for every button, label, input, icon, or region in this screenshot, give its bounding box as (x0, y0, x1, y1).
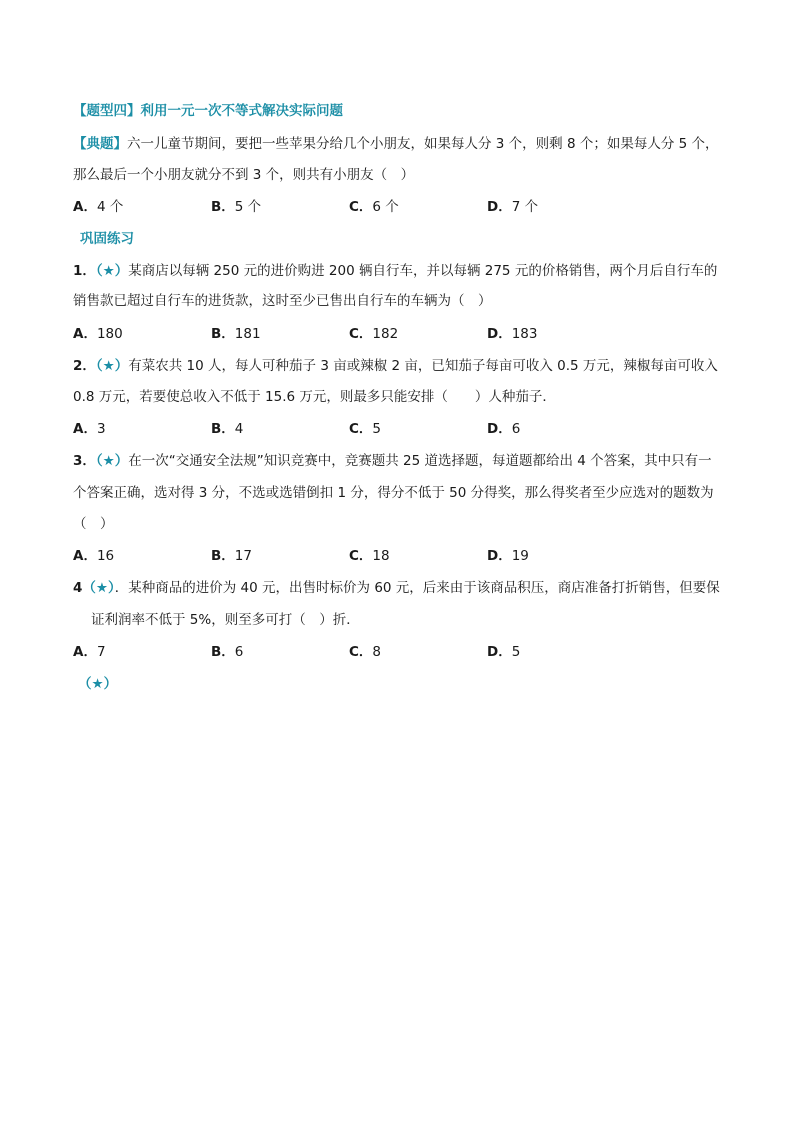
question-1-options (73, 325, 713, 343)
star-icon: （★） (95, 453, 129, 469)
question-2-option-a[interactable]: A．3 (73, 421, 106, 437)
star-icon: （★） (82, 580, 115, 596)
question-3-options (73, 547, 713, 565)
question-4-option-a[interactable]: A．7 (73, 644, 106, 660)
question-3-line-1: 3．（★）在一次“交通安全法规”知识竞赛中，竞赛题共 25 道选择题，每道题都给出 4 个答案，其中只有一 (73, 453, 712, 469)
example-option-a[interactable]: A．4 个 (73, 199, 124, 215)
question-2-option-d[interactable]: D．6 (487, 421, 521, 437)
question-3-option-d[interactable]: D．19 (487, 548, 529, 564)
question-3-option-c[interactable]: C．18 (349, 548, 390, 564)
question-2-option-c[interactable]: C．5 (349, 421, 382, 437)
example-options (73, 198, 713, 216)
question-2-line-2: 0.8 万元，若要使总收入不低于 15.6 万元，则最多只能安排（ ）人种茄子． (73, 389, 556, 405)
question-4-option-b[interactable]: B．6 (211, 644, 244, 660)
question-2-options (73, 420, 713, 438)
question-4-options (73, 643, 713, 661)
question-1-line-2: 销售款已超过自行车的进货款，这时至少已售出自行车的车辆为（ ） (73, 293, 492, 309)
example-option-d[interactable]: D．7 个 (487, 199, 539, 215)
example-option-b[interactable]: B．5 个 (211, 199, 262, 215)
trailing-star-marker: （★） (78, 676, 118, 692)
question-2-option-b[interactable]: B．4 (211, 421, 244, 437)
example-line-2: 那么最后一个小朋友就分不到 3 个，则共有小朋友（ ） (73, 167, 415, 183)
question-3-line-2: 个答案正确，选对得 3 分，不选或选错倒扣 1 分，得分不低于 50 分得奖，那么得奖者至少应选对的题数为 (73, 485, 714, 501)
star-icon: （★） (95, 263, 129, 279)
example-line-1 (73, 135, 719, 153)
example-tag: 【典题】 (73, 136, 127, 152)
practice-heading: 巩固练习 (80, 231, 134, 247)
question-1-option-a[interactable]: A．180 (73, 326, 123, 342)
question-3-option-b[interactable]: B．17 (211, 548, 252, 564)
section-title: 【题型四】利用一元一次不等式解决实际问题 (73, 103, 343, 119)
question-1-option-c[interactable]: C．182 (349, 326, 399, 342)
question-1-line-1: 1．（★）某商店以每辆 250 元的进价购进 200 辆自行车，并以每辆 275 元的价格销售，两个月后自行车的 (73, 263, 718, 279)
star-icon: （★） (95, 358, 129, 374)
question-1-option-d[interactable]: D．183 (487, 326, 538, 342)
question-4-option-d[interactable]: D．5 (487, 644, 521, 660)
question-4-line-2: 证利润率不低于 5%，则至多可打（ ）折． (91, 612, 360, 628)
question-2-line-1: 2．（★）有菜农共 10 人，每人可种茄子 3 亩或辣椒 2 亩，已知茄子每亩可收入 0.5 万元，辣椒每亩可收入 (73, 358, 718, 374)
example-option-c[interactable]: C．6 个 (349, 199, 399, 215)
example-text-1: 六一儿童节期间，要把一些苹果分给几个小朋友，如果每人分 3 个，则剩 8 个；如果每人分 5 个， (127, 136, 719, 152)
question-4-line-1: 4（★）．某种商品的进价为 40 元，出售时标价为 60 元，后来由于该商品积压，商店准备打折销售，但要保 (73, 580, 720, 596)
question-1-option-b[interactable]: B．181 (211, 326, 261, 342)
question-4-option-c[interactable]: C．8 (349, 644, 382, 660)
question-3-option-a[interactable]: A．16 (73, 548, 115, 564)
question-3-line-3: （ ） (73, 516, 114, 532)
